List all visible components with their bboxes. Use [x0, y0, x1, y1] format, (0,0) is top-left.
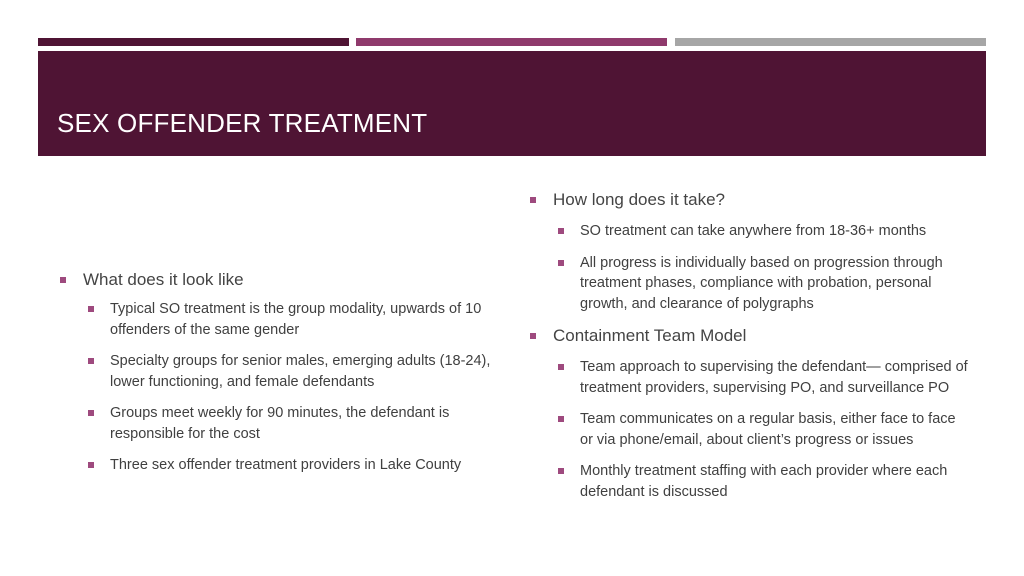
square-bullet-icon: [60, 277, 66, 283]
bullet-text: Containment Team Model: [553, 326, 747, 345]
bullet-text: Team approach to supervising the defendant— comprised of treatment providers, supervising PO, and surveillance PO: [580, 359, 968, 396]
bullet-level1: [530, 189, 970, 211]
bullet-text: All progress is individually based on progression through treatment phases, compliance with probation, personal growth, and clearance of polygraphs: [580, 254, 943, 312]
bullet-level1: [530, 325, 970, 347]
square-bullet-icon: [530, 333, 536, 339]
square-bullet-icon: [530, 197, 536, 203]
bullet-level1: [60, 269, 500, 291]
accent-bar-3: [675, 38, 986, 46]
bullet-text: SO treatment can take anywhere from 18-36+ months: [580, 223, 927, 239]
right-content: [530, 189, 970, 513]
bullet-level2: [60, 403, 500, 444]
square-bullet-icon: [88, 358, 94, 364]
bullet-text: Team communicates on a regular basis, either face to face or via phone/email, about client’s progress or issues: [580, 411, 956, 448]
bullet-level2: [530, 409, 970, 450]
bullet-level2: [60, 455, 500, 476]
square-bullet-icon: [558, 228, 564, 234]
square-bullet-icon: [558, 468, 564, 474]
bullet-text: Typical SO treatment is the group modality, upwards of 10 offenders of the same gender: [110, 301, 482, 338]
square-bullet-icon: [88, 462, 94, 468]
bullet-level2: [530, 221, 970, 242]
square-bullet-icon: [558, 260, 564, 266]
left-content: [60, 269, 500, 487]
title-band: [38, 51, 986, 156]
bullet-level2: [530, 253, 970, 315]
bullet-text: How long does it take?: [553, 190, 725, 209]
bullet-text: Monthly treatment staffing with each provider where each defendant is discussed: [580, 463, 948, 500]
square-bullet-icon: [558, 416, 564, 422]
accent-bar-1: [38, 38, 349, 46]
bullet-text: What does it look like: [83, 270, 244, 289]
accent-bar-2: [356, 38, 667, 46]
bullet-text: Specialty groups for senior males, emerging adults (18-24), lower functioning, and female defendants: [110, 353, 491, 390]
bullet-text: Groups meet weekly for 90 minutes, the defendant is responsible for the cost: [110, 405, 450, 442]
bullet-text: Three sex offender treatment providers in Lake County: [110, 457, 462, 473]
bullet-level2: [530, 357, 970, 398]
bullet-level2: [530, 461, 970, 502]
square-bullet-icon: [88, 306, 94, 312]
slide-title: SEX OFFENDER TREATMENT: [57, 108, 428, 138]
square-bullet-icon: [558, 364, 564, 370]
square-bullet-icon: [88, 410, 94, 416]
bullet-level2: [60, 299, 500, 340]
bullet-level2: [60, 351, 500, 392]
